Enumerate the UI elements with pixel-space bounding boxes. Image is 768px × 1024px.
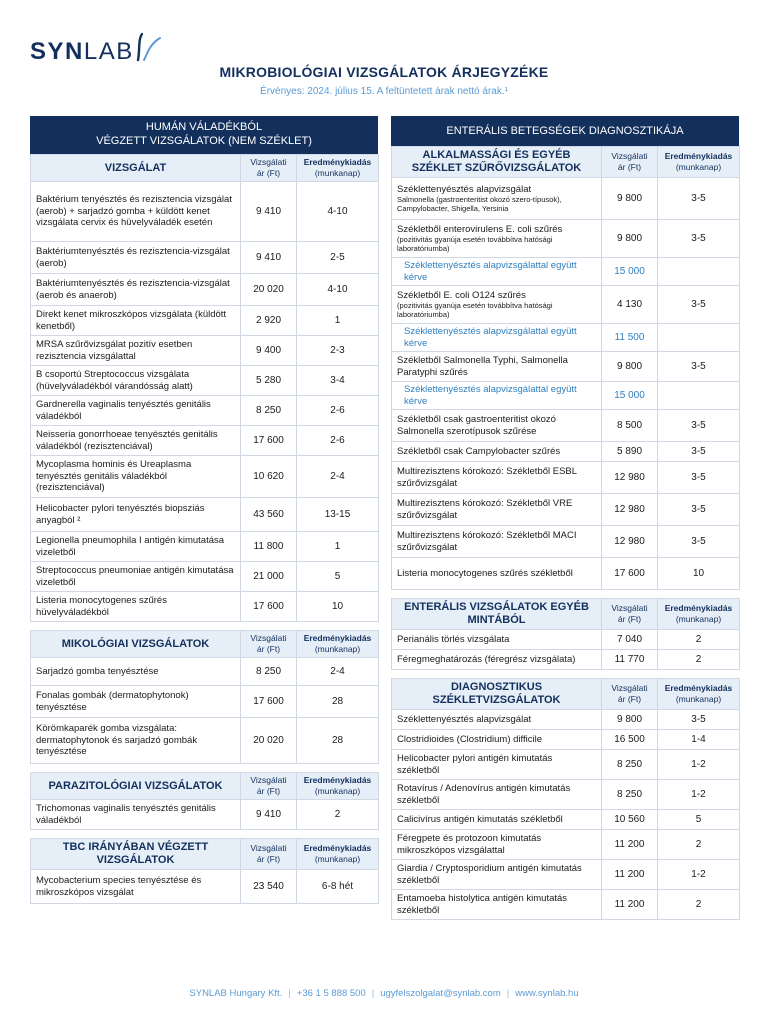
test-name-text: Fonalas gombák (dermatophytonok) tenyésztése (36, 690, 189, 713)
test-name-text: Székletből enterovirulens E. coli szűrés (397, 223, 563, 235)
test-price: 7 040 (602, 630, 658, 650)
price-header-line: Vizsgálati (250, 633, 287, 643)
test-name (31, 498, 241, 532)
days-header-line: Eredménykiadás (303, 775, 372, 785)
test-name-text: Listeria monocytogenes szűrés hüvelyváladékból (36, 595, 167, 618)
logo-leaf-icon (134, 32, 166, 62)
test-price: 8 500 (602, 410, 658, 442)
test-name-text: Baktérium tenyésztés és rezisztencia vizsgálat (aerob) + sarjadzó gomba + küldött kenet vizsgálata cervix és hüvelyváladék esetén (36, 194, 232, 229)
table-header-row (392, 147, 740, 178)
price-header-line: ár (Ft) (256, 786, 281, 796)
test-turnaround: 28 (297, 686, 379, 718)
test-name-text: Körömkaparék gomba vizsgálata: dermatophytonok és sarjadzó gombák tenyésztése (36, 723, 198, 758)
price-column-header (241, 839, 297, 870)
test-name-text: Féregpete és protozoon kimutatás mikroszkópos vizsgálattal (397, 833, 542, 856)
test-price: 9 410 (241, 800, 297, 830)
test-name-text: B csoportú Streptococcus vizsgálata (hüvelyváladékból várandósság alatt) (36, 369, 193, 392)
test-price: 20 020 (241, 718, 297, 764)
table-row (31, 366, 379, 396)
test-turnaround: 1-2 (658, 750, 740, 780)
test-name-text: Féregmeghatározás (féregrész vizsgálata) (397, 653, 576, 665)
test-turnaround: 2-4 (297, 658, 379, 686)
days-header-line: (munkanap) (314, 644, 361, 654)
days-header-line: Eredménykiadás (664, 151, 733, 161)
test-turnaround (658, 324, 740, 352)
days-header-line: (munkanap) (675, 162, 722, 172)
test-price: 12 980 (602, 526, 658, 558)
table-row (31, 658, 379, 686)
days-header-line: Eredménykiadás (664, 603, 733, 613)
test-name (392, 650, 602, 670)
test-turnaround (658, 258, 740, 286)
table-row (392, 526, 740, 558)
test-name (31, 686, 241, 718)
tbc-table (30, 838, 379, 904)
days-header-line: Eredménykiadás (664, 683, 733, 693)
test-name-text: Multirezisztens kórokozó: Székletből VRE szűrővizsgálat (397, 498, 573, 521)
footer-email: ugyfelszolgalat@synlab.com (380, 988, 501, 999)
days-column-header (658, 599, 740, 630)
test-turnaround: 2-6 (297, 426, 379, 456)
test-price: 11 200 (602, 830, 658, 860)
table-row (392, 780, 740, 810)
price-column-header (602, 679, 658, 710)
test-price: 9 800 (602, 178, 658, 220)
table-row (31, 498, 379, 532)
test-name (392, 810, 602, 830)
test-turnaround: 10 (297, 592, 379, 622)
test-name (392, 382, 602, 410)
test-price: 17 600 (241, 592, 297, 622)
test-turnaround: 10 (658, 558, 740, 590)
section-title: DIAGNOSZTIKUS SZÉKLETVIZSGÁLATOK (392, 679, 602, 710)
price-column-header (602, 147, 658, 178)
test-price: 8 250 (241, 396, 297, 426)
logo-wordmark: SYNLAB (30, 38, 134, 65)
test-name (31, 718, 241, 764)
test-name (392, 442, 602, 462)
price-column-header (241, 155, 297, 182)
table-row (392, 410, 740, 442)
test-turnaround: 1-2 (658, 860, 740, 890)
test-turnaround: 4-10 (297, 182, 379, 242)
validity-note: Érvényes: 2024. július 15. A feltüntetett árak nettó árak.¹ (260, 86, 508, 97)
test-turnaround: 3-5 (658, 526, 740, 558)
price-header-line: Vizsgálati (250, 775, 287, 785)
price-header-line: ár (Ft) (256, 854, 281, 864)
table-row (31, 426, 379, 456)
test-name-text: Multirezisztens kórokozó: Székletből ESBL szűrővizsgálat (397, 466, 577, 489)
table-header-row (31, 631, 379, 658)
test-name-text: Sarjadzó gomba tenyésztése (36, 665, 159, 677)
test-turnaround: 3-5 (658, 286, 740, 324)
table-row (31, 336, 379, 366)
section-title: VIZSGÁLAT (31, 155, 241, 182)
test-name-text: Neisseria gonorrhoeae tenyésztés genitális váladékból (rezisztenciával) (36, 429, 218, 452)
price-column-header (241, 773, 297, 800)
test-name (392, 750, 602, 780)
price-header-line: ár (Ft) (617, 162, 642, 172)
test-price: 17 600 (241, 426, 297, 456)
test-price: 10 620 (241, 456, 297, 498)
days-header-line: Eredménykiadás (303, 633, 372, 643)
test-name-text: Multirezisztens kórokozó: Székletből MACI szűrővizsgálat (397, 530, 577, 553)
mycology-table (30, 630, 379, 764)
test-turnaround: 28 (297, 718, 379, 764)
table-row (31, 532, 379, 562)
test-price: 11 800 (241, 532, 297, 562)
test-price: 16 500 (602, 730, 658, 750)
price-header-line: ár (Ft) (617, 694, 642, 704)
table-row (392, 494, 740, 526)
human-secretion-banner: HUMÁN VÁLADÉKBÓL VÉGZETT VIZSGÁLATOK (NEM SZÉKLET) (30, 116, 378, 154)
test-name (392, 258, 602, 286)
synlab-logo (30, 32, 166, 64)
test-turnaround: 2-6 (297, 396, 379, 426)
test-name-text: Széklettenyésztés alapvizsgálattal együtt kérve (404, 384, 577, 407)
test-name (392, 710, 602, 730)
table-header-row (31, 155, 379, 182)
table-row (31, 274, 379, 306)
table-row (31, 396, 379, 426)
test-price: 11 770 (602, 650, 658, 670)
table-header-row (31, 839, 379, 870)
diagnostic-stool-table (391, 678, 740, 920)
price-header-line: Vizsgálati (611, 683, 648, 693)
test-price: 5 890 (602, 442, 658, 462)
table-row (392, 830, 740, 860)
table-header-row (392, 599, 740, 630)
test-name-detail: (pozitivitás gyanúja esetén továbbítva hatósági laboratóriumba) (397, 235, 553, 254)
test-turnaround: 1-4 (658, 730, 740, 750)
test-name-text: Baktériumtenyésztés és rezisztencia-vizsgálat (aerob és anaerob) (36, 278, 230, 301)
left-column (30, 116, 378, 904)
stool-screening-table (391, 146, 740, 590)
test-price: 21 000 (241, 562, 297, 592)
test-name (392, 324, 602, 352)
section-title: ALKALMASSÁGI ÉS EGYÉB SZÉKLET SZŰRŐVIZSGÁLATOK (392, 147, 602, 178)
section-title: MIKOLÓGIAI VIZSGÁLATOK (31, 631, 241, 658)
test-price: 15 000 (602, 382, 658, 410)
test-name-text: Streptococcus pneumoniae antigén kimutatása vizeletből (36, 565, 234, 588)
table-row (31, 242, 379, 274)
price-header-line: Vizsgálati (250, 843, 287, 853)
table-row (392, 630, 740, 650)
test-price: 11 500 (602, 324, 658, 352)
test-name-text: Baktériumtenyésztés és rezisztencia-vizsgálat (aerob) (36, 246, 230, 269)
test-name (392, 780, 602, 810)
test-name-text: Entamoeba histolytica antigén kimutatás székletből (397, 893, 568, 916)
table-row (392, 324, 740, 352)
test-turnaround: 1 (297, 306, 379, 336)
price-header-line: Vizsgálati (250, 157, 287, 167)
test-turnaround: 3-5 (658, 442, 740, 462)
days-header-line: (munkanap) (675, 614, 722, 624)
test-price: 11 200 (602, 860, 658, 890)
footer-company: SYNLAB Hungary Kft. (189, 988, 283, 999)
test-name (31, 532, 241, 562)
test-name (31, 658, 241, 686)
test-turnaround: 2 (658, 890, 740, 920)
test-name (31, 870, 241, 904)
test-turnaround: 3-5 (658, 220, 740, 258)
test-turnaround: 3-5 (658, 494, 740, 526)
footer-phone: +36 1 5 888 500 (296, 988, 366, 999)
test-name-text: Calicivírus antigén kimutatás székletből (397, 813, 563, 825)
test-name-text: Gardnerella vaginalis tenyésztés genitális váladékból (36, 399, 211, 422)
table-row (31, 456, 379, 498)
days-column-header (658, 147, 740, 178)
test-turnaround (658, 382, 740, 410)
test-name (31, 306, 241, 336)
days-column-header (297, 839, 379, 870)
test-name-text: Széklettenyésztés alapvizsgálattal együtt kérve (404, 326, 577, 349)
test-name (392, 558, 602, 590)
enteral-banner: ENTERÁLIS BETEGSÉGEK DIAGNOSZTIKÁJA (391, 116, 739, 146)
table-row (392, 220, 740, 258)
table-row (392, 710, 740, 730)
test-name-detail: Salmonella (gastroenteritist okozó szero-típusok), Campylobacter, Shigella, Yersinia (397, 195, 562, 214)
table-row (392, 352, 740, 382)
test-price: 23 540 (241, 870, 297, 904)
test-name-text: Székletből csak Campylobacter szűrés (397, 445, 561, 457)
test-name-text: MRSA szűrővizsgálat pozitív esetben rezisztencia vizsgálattal (36, 339, 193, 362)
test-name (392, 286, 602, 324)
table-row (31, 182, 379, 242)
test-name (392, 630, 602, 650)
test-price: 20 020 (241, 274, 297, 306)
test-price: 11 200 (602, 890, 658, 920)
test-name-text: Széklettenyésztés alapvizsgálat (397, 183, 532, 195)
test-price: 9 800 (602, 710, 658, 730)
test-name (31, 366, 241, 396)
test-turnaround: 1-2 (658, 780, 740, 810)
test-name-text: Helicobacter pylori tenyésztés biopsziás anyagból ² (36, 503, 205, 526)
test-price: 4 130 (602, 286, 658, 324)
test-turnaround: 2 (658, 650, 740, 670)
test-name-text: Clostridioides (Clostridium) difficile (397, 733, 543, 745)
human-tests-table (30, 154, 379, 622)
test-name (31, 592, 241, 622)
table-row (392, 178, 740, 220)
test-price: 9 410 (241, 242, 297, 274)
section-title: TBC IRÁNYÁBAN VÉGZETT VIZSGÁLATOK (31, 839, 241, 870)
section-title: PARAZITOLÓGIAI VIZSGÁLATOK (31, 773, 241, 800)
test-price: 9 400 (241, 336, 297, 366)
test-turnaround: 2-3 (297, 336, 379, 366)
test-turnaround: 3-5 (658, 710, 740, 730)
table-row (392, 810, 740, 830)
table-row (31, 870, 379, 904)
table-row (392, 890, 740, 920)
price-header-line: Vizsgálati (611, 151, 648, 161)
price-header-line: ár (Ft) (617, 614, 642, 624)
table-row (31, 592, 379, 622)
test-turnaround: 3-5 (658, 352, 740, 382)
price-header-line: Vizsgálati (611, 603, 648, 613)
test-turnaround: 2-4 (297, 456, 379, 498)
test-name (392, 352, 602, 382)
test-turnaround: 2 (297, 800, 379, 830)
test-name (31, 336, 241, 366)
test-name-text: Mycobacterium species tenyésztése és mikroszkópos vizsgálat (36, 875, 202, 898)
table-row (392, 650, 740, 670)
table-header-row (31, 773, 379, 800)
table-row (31, 686, 379, 718)
test-name-detail: (pozitivitás gyanúja esetén továbbítva hatósági laboratóriumba) (397, 301, 553, 320)
test-name-text: Székletből Salmonella Typhi, Salmonella Paratyphi szűrés (397, 355, 568, 378)
days-column-header (297, 773, 379, 800)
test-turnaround: 1 (297, 532, 379, 562)
test-turnaround: 5 (297, 562, 379, 592)
test-price: 17 600 (602, 558, 658, 590)
days-header-line: Eredménykiadás (303, 843, 372, 853)
test-name (31, 274, 241, 306)
test-price: 9 410 (241, 182, 297, 242)
test-name-text: Helicobacter pylori antigén kimutatás székletből (397, 753, 553, 776)
days-header-line: (munkanap) (314, 168, 361, 178)
test-price: 15 000 (602, 258, 658, 286)
test-name (31, 182, 241, 242)
table-row (31, 800, 379, 830)
test-name (392, 462, 602, 494)
test-name (31, 456, 241, 498)
test-name (392, 410, 602, 442)
days-column-header (297, 631, 379, 658)
table-row (392, 382, 740, 410)
test-name (31, 800, 241, 830)
price-column-header (602, 599, 658, 630)
right-column (391, 116, 739, 920)
days-header-line: (munkanap) (675, 694, 722, 704)
test-name-text: Mycoplasma hominis és Ureaplasma tenyésztés genitális váladékból (rezisztenciával) (36, 459, 192, 494)
footer: SYNLAB Hungary Kft. | +36 1 5 888 500 | ugyfelszolgalat@synlab.com | www.synlab.hu (189, 988, 579, 999)
test-price: 2 920 (241, 306, 297, 336)
test-name (392, 494, 602, 526)
table-row (392, 258, 740, 286)
test-name-text: Székletből E. coli O124 szűrés (397, 289, 526, 301)
test-name-text: Direkt kenet mikroszkópos vizsgálata (küldött kenetből) (36, 309, 227, 332)
test-turnaround: 5 (658, 810, 740, 830)
footer-web: www.synlab.hu (515, 988, 579, 999)
test-turnaround: 3-5 (658, 410, 740, 442)
test-price: 17 600 (241, 686, 297, 718)
test-price: 9 800 (602, 220, 658, 258)
table-row (392, 860, 740, 890)
test-name-text: Giardia / Cryptosporidium antigén kimutatás székletből (397, 863, 582, 886)
test-name-text: Trichomonas vaginalis tenyésztés genitális váladékból (36, 803, 216, 826)
days-column-header (297, 155, 379, 182)
test-turnaround: 4-10 (297, 274, 379, 306)
test-price: 12 980 (602, 462, 658, 494)
days-header-line: (munkanap) (314, 786, 361, 796)
section-title: ENTERÁLIS VIZSGÁLATOK EGYÉB MINTÁBÓL (392, 599, 602, 630)
test-name (31, 242, 241, 274)
test-name-text: Legionella pneumophila I antigén kimutatása vizeletből (36, 535, 225, 558)
test-price: 8 250 (241, 658, 297, 686)
table-row (31, 306, 379, 336)
test-name (392, 890, 602, 920)
enteral-other-table (391, 598, 740, 670)
price-header-line: ár (Ft) (256, 168, 281, 178)
test-price: 5 280 (241, 366, 297, 396)
table-row (31, 718, 379, 764)
page-title: MIKROBIOLÓGIAI VIZSGÁLATOK ÁRJEGYZÉKE (219, 64, 549, 80)
test-turnaround: 3-5 (658, 178, 740, 220)
table-row (392, 730, 740, 750)
test-price: 8 250 (602, 750, 658, 780)
test-name (31, 396, 241, 426)
test-price: 10 560 (602, 810, 658, 830)
test-name-text: Rotavírus / Adenovírus antigén kimutatás székletből (397, 783, 571, 806)
table-row (392, 750, 740, 780)
test-turnaround: 13-15 (297, 498, 379, 532)
test-name-text: Székletből csak gastroenteritist okozó Salmonella szerotípusok szűrése (397, 414, 556, 437)
table-row (392, 462, 740, 494)
test-price: 12 980 (602, 494, 658, 526)
test-turnaround: 3-5 (658, 462, 740, 494)
price-column-header (241, 631, 297, 658)
test-name (392, 860, 602, 890)
test-name (31, 562, 241, 592)
table-row (392, 286, 740, 324)
test-name (31, 426, 241, 456)
test-name (392, 730, 602, 750)
days-column-header (658, 679, 740, 710)
test-name-text: Listeria monocytogenes szűrés székletből (397, 567, 573, 579)
table-row (392, 442, 740, 462)
table-header-row (392, 679, 740, 710)
test-price: 43 560 (241, 498, 297, 532)
parasitology-table (30, 772, 379, 830)
test-turnaround: 2 (658, 830, 740, 860)
table-row (392, 558, 740, 590)
test-name (392, 830, 602, 860)
test-name-text: Széklettenyésztés alapvizsgálat (397, 713, 532, 725)
test-name-text: Széklettenyésztés alapvizsgálattal együtt kérve (404, 260, 577, 283)
test-turnaround: 6-8 hét (297, 870, 379, 904)
table-row (31, 562, 379, 592)
test-price: 9 800 (602, 352, 658, 382)
test-price: 8 250 (602, 780, 658, 810)
price-header-line: ár (Ft) (256, 644, 281, 654)
test-name (392, 526, 602, 558)
days-header-line: (munkanap) (314, 854, 361, 864)
test-turnaround: 3-4 (297, 366, 379, 396)
test-turnaround: 2-5 (297, 242, 379, 274)
test-name-text: Perianális törlés vizsgálata (397, 633, 510, 645)
days-header-line: Eredménykiadás (303, 157, 372, 167)
test-name (392, 220, 602, 258)
test-turnaround: 2 (658, 630, 740, 650)
test-name (392, 178, 602, 220)
